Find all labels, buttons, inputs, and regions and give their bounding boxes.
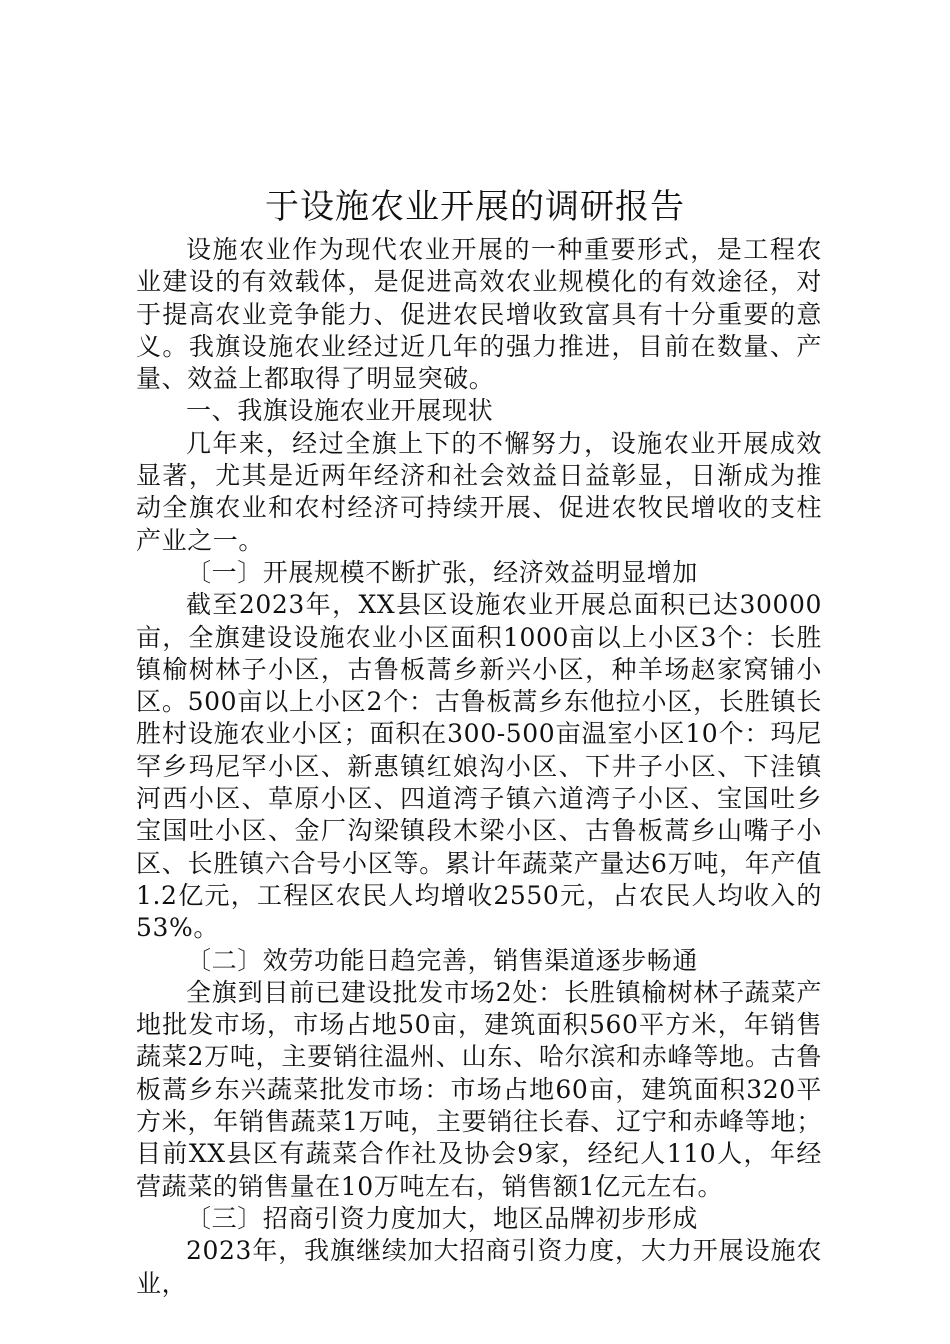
paragraph-status: 几年来，经过全旗上下的不懈努力，设施农业开展成效显著，尤其是近两年经济和社会效益日益彰显，日渐成为推动全旗农业和农村经济可持续开展、促进农牧民增收的支柱产业之一。	[136, 428, 822, 555]
subsection-heading-3: 〔三〕招商引资力度加大，地区品牌初步形成	[186, 1203, 699, 1233]
section-heading-1: 一、我旗设施农业开展现状	[186, 396, 494, 426]
subsection-heading-1: 〔一〕开展规模不断扩张，经济效益明显增加	[186, 557, 699, 587]
subsection-heading-2: 〔二〕效劳功能日趋完善，销售渠道逐步畅通	[186, 945, 699, 975]
paragraph-scale: 截至2023年，XX县区设施农业开展总面积已达30000亩，全旗建设设施农业小区面积1000亩以上小区3个：长胜镇榆树林子小区，古鲁板蒿乡新兴小区，种羊场赵家窝铺小区。500亩以上小区2个：古鲁板蒿乡东他拉小区，长胜镇长胜村设施农业小区；面积在300-500亩温室小区10个：玛尼罕乡玛尼罕小区、新惠镇红娘沟小区、下井子小区、下洼镇河西小区、草原小区、四道湾子镇六道湾子小区、宝国吐乡宝国吐小区、金厂沟梁镇段木梁小区、古鲁板蒿乡山嘴子小区、长胜镇六合号小区等。累计年蔬菜产量达6万吨，年产值1.2亿元，工程区农民人均增收2550元，占农民人均收入的53%。	[136, 590, 822, 943]
paragraph-intro: 设施农业作为现代农业开展的一种重要形式，是工程农业建设的有效载体，是促进高效农业规模化的有效途径，对于提高农业竞争能力、促进农民增收致富具有十分重要的意义。我旗设施农业经过近几年的强力推进，目前在数量、产量、效益上都取得了明显突破。	[136, 235, 822, 394]
document-title: 于设施农业开展的调研报告	[265, 187, 685, 227]
paragraph-markets: 全旗到目前已建设批发市场2处：长胜镇榆树林子蔬菜产地批发市场，市场占地50亩，建筑面积560平方米，年销售蔬菜2万吨，主要销往温州、山东、哈尔滨和赤峰等地。古鲁板蒿乡东兴蔬菜批发市场：市场占地60亩，建筑面积320平方米，年销售蔬菜1万吨，主要销往长春、辽宁和赤峰等地；目前XX县区有蔬菜合作社及协会9家，经纪人110人，年经营蔬菜的销售量在10万吨左右，销售额1亿元左右。	[136, 977, 822, 1201]
document-body	[136, 234, 822, 1300]
paragraph-investment: 2023年，我旗继续加大招商引资力度，大力开展设施农业，	[136, 1236, 822, 1298]
